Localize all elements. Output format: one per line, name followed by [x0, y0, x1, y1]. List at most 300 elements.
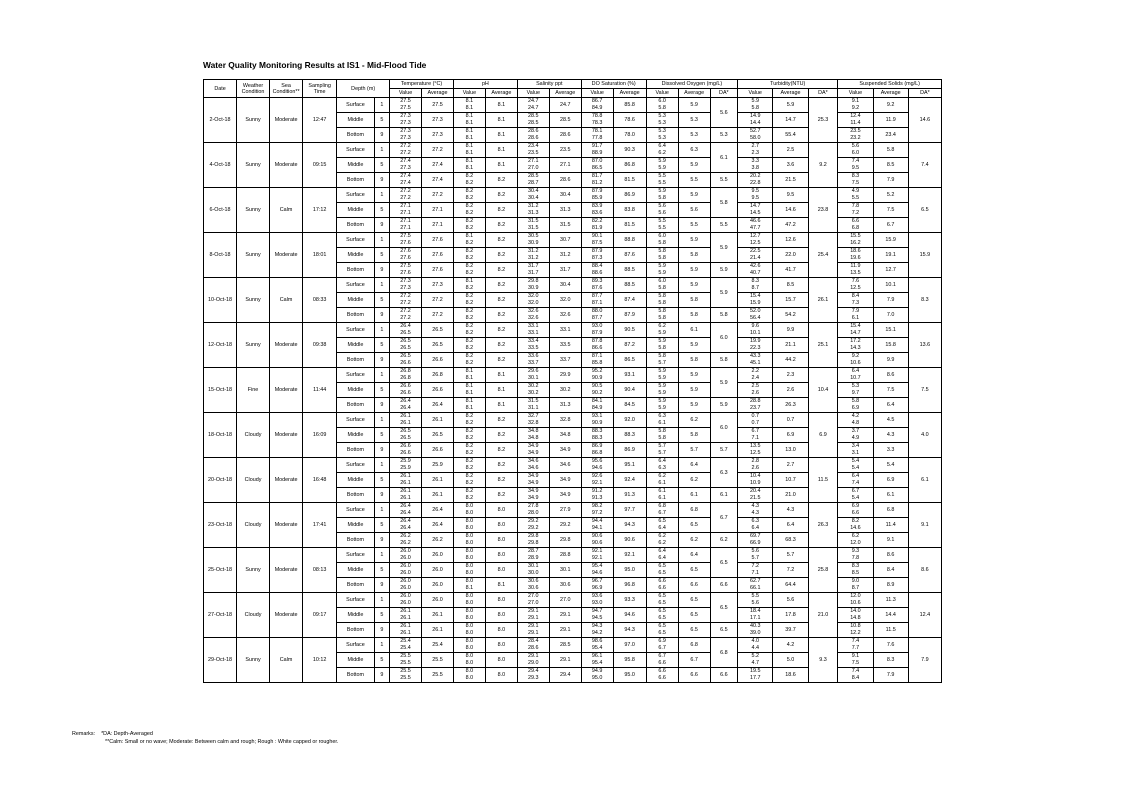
- subheader-value: Value: [517, 89, 549, 98]
- ph-values-reading: 8.2: [465, 300, 474, 306]
- salinity-values-reading: 27.0: [528, 593, 539, 599]
- depth-cell: 5: [374, 293, 389, 308]
- temperature-values: [390, 233, 422, 248]
- subheader-value: Value: [738, 89, 773, 98]
- temperature-values: [390, 248, 422, 263]
- level-cell: Bottom: [337, 218, 374, 233]
- ph-values: [453, 653, 485, 668]
- ph-average: 8.2: [485, 443, 517, 458]
- dissolved-oxygen-values-reading: 6.7: [658, 653, 666, 659]
- temperature-values: [390, 653, 422, 668]
- dissolved-oxygen-average: 6.6: [678, 668, 710, 683]
- depth-cell: 1: [374, 278, 389, 293]
- depth-cell: 9: [374, 488, 389, 503]
- dissolved-oxygen-values: [646, 398, 678, 413]
- suspended-solids-values: [838, 488, 873, 503]
- temperature-values-reading: 26.4: [400, 405, 411, 411]
- date-cell: 2-Oct-18: [204, 98, 237, 143]
- suspended-solids-values-reading: 7.8: [851, 555, 860, 561]
- temperature-values-reading: 26.4: [400, 323, 411, 329]
- ph-values-reading: 8.1: [465, 128, 474, 134]
- dissolved-oxygen-values: [646, 548, 678, 563]
- suspended-solids-values-reading: 14.7: [850, 330, 861, 336]
- temperature-average: 25.5: [422, 668, 454, 683]
- level-cell: Surface: [337, 143, 374, 158]
- suspended-solids-values: [838, 578, 873, 593]
- turbidity-values-reading: 17.7: [749, 675, 761, 681]
- dissolved-oxygen-values-reading: 5.5: [658, 225, 666, 231]
- salinity-values: [517, 98, 549, 113]
- suspended-solids-values-reading: 10.8: [850, 623, 861, 629]
- level-cell: Surface: [337, 548, 374, 563]
- table-row: [204, 638, 942, 653]
- salinity-values: [517, 218, 549, 233]
- suspended-solids-values-reading: 7.4: [851, 158, 860, 164]
- salinity-average: 28.6: [549, 173, 581, 188]
- turbidity-values-reading: 18.4: [749, 608, 761, 614]
- temperature-values: [390, 383, 422, 398]
- turbidity-values: [738, 578, 773, 593]
- dissolved-oxygen-average: 6.2: [678, 533, 710, 548]
- turbidity-da: 26.1: [808, 278, 838, 323]
- suspended-solids-values-reading: 13.5: [850, 270, 861, 276]
- dissolved-oxygen-average: 6.2: [678, 473, 710, 488]
- turbidity-values-reading: 17.1: [749, 615, 761, 621]
- suspended-solids-values: [838, 473, 873, 488]
- do-saturation-values-reading: 86.5: [591, 165, 603, 171]
- dissolved-oxygen-values-reading: 5.9: [658, 165, 666, 171]
- salinity-average: 34.9: [549, 443, 581, 458]
- suspended-solids-values: [838, 458, 873, 473]
- do-saturation-values: [581, 128, 613, 143]
- ph-average: 8.2: [485, 458, 517, 473]
- turbidity-da: 6.9: [808, 413, 838, 458]
- dissolved-oxygen-values: [646, 173, 678, 188]
- dissolved-oxygen-average: 5.6: [678, 203, 710, 218]
- table-row: [204, 323, 942, 338]
- salinity-values-reading: 34.8: [528, 435, 539, 441]
- salinity-average: 30.1: [549, 563, 581, 578]
- do-saturation-average: 90.5: [613, 323, 646, 338]
- temperature-average: 27.2: [422, 143, 454, 158]
- depth-cell: 1: [374, 368, 389, 383]
- suspended-solids-values-reading: 15.4: [850, 323, 861, 329]
- temperature-values-reading: 26.1: [400, 413, 411, 419]
- temperature-average: 27.4: [422, 158, 454, 173]
- ph-average: 8.0: [485, 608, 517, 623]
- do-saturation-values-reading: 94.6: [591, 465, 603, 471]
- do-saturation-average: 85.8: [613, 98, 646, 113]
- depth-cell: 1: [374, 458, 389, 473]
- turbidity-average: 4.3: [773, 503, 808, 518]
- dissolved-oxygen-values-reading: 5.8: [658, 105, 666, 111]
- suspended-solids-values-reading: 5.8: [851, 398, 860, 404]
- dissolved-oxygen-values: [646, 563, 678, 578]
- dissolved-oxygen-values-reading: 6.5: [658, 593, 666, 599]
- dissolved-oxygen-average: 5.5: [678, 173, 710, 188]
- table-row: [204, 458, 942, 473]
- dissolved-oxygen-da: 5.9: [710, 368, 738, 398]
- do-saturation-values-reading: 88.6: [591, 270, 603, 276]
- level-cell: Surface: [337, 323, 374, 338]
- turbidity-average: 44.2: [773, 353, 808, 368]
- do-saturation-values: [581, 218, 613, 233]
- turbidity-values: [738, 653, 773, 668]
- sea-condition-cell: Moderate: [270, 593, 303, 638]
- level-cell: Bottom: [337, 623, 374, 638]
- suspended-solids-average: 4.5: [873, 413, 908, 428]
- subheader-average: Average: [549, 89, 581, 98]
- header-suspended-solids: Suspended Solids (mg/L): [838, 80, 942, 89]
- salinity-values-reading: 34.9: [528, 488, 539, 494]
- table-row: [204, 593, 942, 608]
- salinity-values-reading: 30.2: [528, 383, 539, 389]
- dissolved-oxygen-values-reading: 6.0: [658, 233, 666, 239]
- do-saturation-values: [581, 248, 613, 263]
- level-cell: Middle: [337, 158, 374, 173]
- dissolved-oxygen-values-reading: 6.6: [658, 660, 666, 666]
- dissolved-oxygen-values-reading: 6.5: [658, 630, 666, 636]
- suspended-solids-average: 7.0: [873, 308, 908, 323]
- temperature-average: 27.2: [422, 188, 454, 203]
- turbidity-average: 6.9: [773, 428, 808, 443]
- weather-cell: Sunny: [237, 638, 270, 683]
- date-cell: 18-Oct-18: [204, 413, 237, 458]
- salinity-values-reading: 32.6: [528, 315, 539, 321]
- turbidity-values-reading: 5.2: [751, 653, 759, 659]
- ph-values-reading: 8.1: [465, 585, 474, 591]
- date-cell: 10-Oct-18: [204, 278, 237, 323]
- ph-values-reading: 8.0: [465, 570, 474, 576]
- turbidity-values: [738, 608, 773, 623]
- level-cell: Middle: [337, 653, 374, 668]
- ph-values-reading: 8.1: [465, 165, 474, 171]
- dissolved-oxygen-values: [646, 143, 678, 158]
- weather-cell: Fine: [237, 368, 270, 413]
- ph-values: [453, 263, 485, 278]
- suspended-solids-values-reading: 6.0: [851, 150, 860, 156]
- subheader-average: Average: [678, 89, 710, 98]
- salinity-values-reading: 29.4: [528, 668, 539, 674]
- suspended-solids-values-reading: 11.4: [850, 120, 861, 126]
- ph-values-reading: 8.1: [465, 158, 474, 164]
- do-saturation-values: [581, 563, 613, 578]
- water-quality-table: [203, 79, 942, 683]
- table-row: [204, 98, 942, 113]
- temperature-average: 27.2: [422, 308, 454, 323]
- ph-values-reading: 8.2: [465, 188, 474, 194]
- level-cell: Surface: [337, 278, 374, 293]
- temperature-average: 26.1: [422, 623, 454, 638]
- salinity-average: 30.6: [549, 578, 581, 593]
- turbidity-da: 25.4: [808, 233, 838, 278]
- dissolved-oxygen-values-reading: 5.8: [658, 353, 666, 359]
- level-cell: Bottom: [337, 578, 374, 593]
- depth-cell: 5: [374, 653, 389, 668]
- temperature-values-reading: 26.2: [400, 540, 411, 546]
- suspended-solids-values-reading: 8.3: [851, 173, 860, 179]
- dissolved-oxygen-values: [646, 278, 678, 293]
- do-saturation-average: 87.9: [613, 308, 646, 323]
- dissolved-oxygen-da-bottom: 6.6: [710, 578, 738, 593]
- dissolved-oxygen-values-reading: 5.5: [658, 218, 666, 224]
- temperature-values-reading: 26.4: [400, 518, 411, 524]
- dissolved-oxygen-values-reading: 6.2: [658, 150, 666, 156]
- do-saturation-values-reading: 87.3: [591, 255, 603, 261]
- ph-values-reading: 8.2: [465, 420, 474, 426]
- remarks: [72, 730, 338, 746]
- temperature-average: 26.4: [422, 398, 454, 413]
- turbidity-values: [738, 428, 773, 443]
- turbidity-average: 5.0: [773, 653, 808, 668]
- suspended-solids-values-reading: 9.2: [851, 353, 860, 359]
- depth-cell: 1: [374, 548, 389, 563]
- suspended-solids-values: [838, 278, 873, 293]
- suspended-solids-values-reading: 9.7: [851, 390, 860, 396]
- turbidity-da: 9.3: [808, 638, 838, 683]
- temperature-values: [390, 623, 422, 638]
- turbidity-da: 25.3: [808, 98, 838, 143]
- turbidity-values: [738, 458, 773, 473]
- temperature-values: [390, 443, 422, 458]
- turbidity-da: 21.0: [808, 593, 838, 638]
- ph-average: 8.2: [485, 263, 517, 278]
- turbidity-values-reading: 28.8: [749, 398, 761, 404]
- dissolved-oxygen-average: 6.4: [678, 458, 710, 473]
- turbidity-values-reading: 2.7: [751, 143, 759, 149]
- level-cell: Middle: [337, 113, 374, 128]
- turbidity-average: 68.3: [773, 533, 808, 548]
- level-cell: Middle: [337, 383, 374, 398]
- dissolved-oxygen-values: [646, 158, 678, 173]
- temperature-average: 26.4: [422, 503, 454, 518]
- ph-values-reading: 8.1: [465, 113, 474, 119]
- suspended-solids-values-reading: 6.4: [851, 473, 860, 479]
- turbidity-values-reading: 9.5: [751, 195, 759, 201]
- ph-values: [453, 233, 485, 248]
- dissolved-oxygen-values: [646, 128, 678, 143]
- dissolved-oxygen-values-reading: 5.9: [658, 405, 666, 411]
- turbidity-average: 7.2: [773, 563, 808, 578]
- suspended-solids-values-reading: 6.4: [851, 368, 860, 374]
- turbidity-values-reading: 5.7: [751, 555, 759, 561]
- depth-cell: 1: [374, 638, 389, 653]
- dissolved-oxygen-average: 6.5: [678, 518, 710, 533]
- ph-average: 8.0: [485, 668, 517, 683]
- temperature-values-reading: 25.5: [400, 653, 411, 659]
- ph-values-reading: 8.0: [465, 653, 474, 659]
- ph-values-reading: 8.0: [465, 510, 474, 516]
- turbidity-values-reading: 4.3: [751, 510, 759, 516]
- salinity-average: 31.7: [549, 263, 581, 278]
- header-time: Sampling Time: [303, 80, 337, 98]
- suspended-solids-average: 7.5: [873, 383, 908, 398]
- salinity-values-reading: 34.8: [528, 428, 539, 434]
- temperature-values: [390, 368, 422, 383]
- salinity-values-reading: 31.1: [528, 405, 539, 411]
- dissolved-oxygen-values: [646, 593, 678, 608]
- sea-condition-cell: Moderate: [270, 368, 303, 413]
- turbidity-values: [738, 473, 773, 488]
- temperature-values-reading: 27.2: [400, 143, 411, 149]
- suspended-solids-values: [838, 383, 873, 398]
- do-saturation-values: [581, 608, 613, 623]
- suspended-solids-values-reading: 17.2: [850, 338, 861, 344]
- dissolved-oxygen-values-reading: 6.4: [658, 458, 666, 464]
- suspended-solids-average: 5.8: [873, 143, 908, 158]
- ph-values-reading: 8.2: [465, 210, 474, 216]
- ph-values: [453, 563, 485, 578]
- salinity-values: [517, 593, 549, 608]
- turbidity-values-reading: 23.7: [749, 405, 761, 411]
- do-saturation-values-reading: 85.9: [591, 195, 603, 201]
- temperature-values-reading: 27.1: [400, 218, 411, 224]
- turbidity-values: [738, 248, 773, 263]
- salinity-values-reading: 28.6: [528, 645, 539, 651]
- salinity-average: 28.5: [549, 638, 581, 653]
- suspended-solids-average: 11.5: [873, 623, 908, 638]
- do-saturation-values-reading: 96.7: [591, 578, 603, 584]
- temperature-values: [390, 263, 422, 278]
- suspended-solids-values: [838, 113, 873, 128]
- depth-cell: 5: [374, 563, 389, 578]
- suspended-solids-average: 6.1: [873, 488, 908, 503]
- subheader-value: Value: [390, 89, 422, 98]
- do-saturation-average: 97.0: [613, 638, 646, 653]
- salinity-values: [517, 458, 549, 473]
- dissolved-oxygen-values-reading: 5.9: [658, 368, 666, 374]
- salinity-values: [517, 203, 549, 218]
- date-cell: 4-Oct-18: [204, 143, 237, 188]
- do-saturation-values: [581, 308, 613, 323]
- salinity-values: [517, 113, 549, 128]
- date-cell: 29-Oct-18: [204, 638, 237, 683]
- remarks-label: Remarks:: [72, 731, 96, 737]
- suspended-solids-values-reading: 5.4: [851, 458, 860, 464]
- suspended-solids-values-reading: 23.2: [850, 135, 861, 141]
- ph-values: [453, 158, 485, 173]
- salinity-values-reading: 32.6: [528, 308, 539, 314]
- turbidity-values: [738, 98, 773, 113]
- temperature-values-reading: 26.0: [400, 563, 411, 569]
- salinity-values: [517, 353, 549, 368]
- turbidity-average: 55.4: [773, 128, 808, 143]
- suspended-solids-average: 10.1: [873, 278, 908, 293]
- temperature-values-reading: 27.5: [400, 233, 411, 239]
- suspended-solids-values-reading: 9.3: [851, 548, 860, 554]
- level-cell: Bottom: [337, 353, 374, 368]
- ph-values: [453, 383, 485, 398]
- suspended-solids-values: [838, 323, 873, 338]
- suspended-solids-values-reading: 16.2: [850, 240, 861, 246]
- temperature-average: 26.6: [422, 443, 454, 458]
- suspended-solids-average: 19.1: [873, 248, 908, 263]
- ph-values: [453, 308, 485, 323]
- do-saturation-values: [581, 578, 613, 593]
- dissolved-oxygen-da: 6.5: [710, 593, 738, 623]
- do-saturation-values-reading: 83.6: [591, 210, 603, 216]
- dissolved-oxygen-average: 5.9: [678, 338, 710, 353]
- temperature-values-reading: 27.4: [400, 180, 411, 186]
- suspended-solids-values-reading: 8.2: [851, 518, 860, 524]
- turbidity-values-reading: 69.7: [749, 533, 761, 539]
- temperature-values-reading: 26.1: [400, 420, 411, 426]
- turbidity-average: 5.7: [773, 548, 808, 563]
- salinity-values: [517, 578, 549, 593]
- suspended-solids-values-reading: 14.3: [850, 345, 861, 351]
- temperature-values-reading: 26.5: [400, 345, 411, 351]
- suspended-solids-values-reading: 18.6: [850, 248, 861, 254]
- ph-values-reading: 8.2: [465, 225, 474, 231]
- depth-cell: 9: [374, 623, 389, 638]
- suspended-solids-average: 9.2: [873, 98, 908, 113]
- dissolved-oxygen-values: [646, 653, 678, 668]
- dissolved-oxygen-values-reading: 6.5: [658, 600, 666, 606]
- sampling-time-cell: 08:13: [303, 548, 337, 593]
- suspended-solids-average: 4.3: [873, 428, 908, 443]
- suspended-solids-values-reading: 11.9: [850, 263, 861, 269]
- suspended-solids-values-reading: 6.7: [851, 488, 860, 494]
- ph-values-reading: 8.2: [465, 180, 474, 186]
- temperature-values-reading: 26.8: [400, 375, 411, 381]
- turbidity-average: 12.6: [773, 233, 808, 248]
- ph-values-reading: 8.0: [465, 540, 474, 546]
- suspended-solids-values: [838, 128, 873, 143]
- depth-cell: 9: [374, 218, 389, 233]
- suspended-solids-values: [838, 668, 873, 683]
- salinity-values-reading: 32.7: [528, 413, 539, 419]
- do-saturation-values-reading: 83.9: [591, 203, 603, 209]
- ph-average: 8.2: [485, 473, 517, 488]
- ph-values: [453, 428, 485, 443]
- temperature-values-reading: 27.6: [400, 248, 411, 254]
- turbidity-values-reading: 58.0: [749, 135, 761, 141]
- temperature-average: 26.8: [422, 368, 454, 383]
- salinity-values: [517, 503, 549, 518]
- do-saturation-values-reading: 93.0: [591, 323, 603, 329]
- level-cell: Middle: [337, 563, 374, 578]
- suspended-solids-average: 8.4: [873, 563, 908, 578]
- turbidity-values-reading: 22.3: [749, 345, 761, 351]
- salinity-values: [517, 233, 549, 248]
- turbidity-values: [738, 668, 773, 683]
- turbidity-values: [738, 188, 773, 203]
- ph-values: [453, 413, 485, 428]
- temperature-values: [390, 518, 422, 533]
- salinity-values: [517, 338, 549, 353]
- temperature-average: 27.6: [422, 263, 454, 278]
- temperature-values-reading: 26.0: [400, 600, 411, 606]
- salinity-values: [517, 398, 549, 413]
- salinity-values-reading: 29.0: [528, 660, 539, 666]
- dissolved-oxygen-da-bottom: 5.5: [710, 173, 738, 188]
- ph-values-reading: 8.0: [465, 645, 474, 651]
- ph-average: 8.2: [485, 413, 517, 428]
- turbidity-average: 2.3: [773, 368, 808, 383]
- temperature-values-reading: 26.6: [400, 360, 411, 366]
- turbidity-average: 9.5: [773, 188, 808, 203]
- temperature-average: 26.1: [422, 608, 454, 623]
- suspended-solids-values-reading: 5.4: [851, 465, 860, 471]
- do-saturation-average: 84.5: [613, 398, 646, 413]
- dissolved-oxygen-values-reading: 6.7: [658, 510, 666, 516]
- ph-values: [453, 398, 485, 413]
- temperature-values: [390, 458, 422, 473]
- temperature-average: 27.6: [422, 248, 454, 263]
- do-saturation-values-reading: 86.8: [591, 450, 603, 456]
- turbidity-values: [738, 128, 773, 143]
- ph-values: [453, 323, 485, 338]
